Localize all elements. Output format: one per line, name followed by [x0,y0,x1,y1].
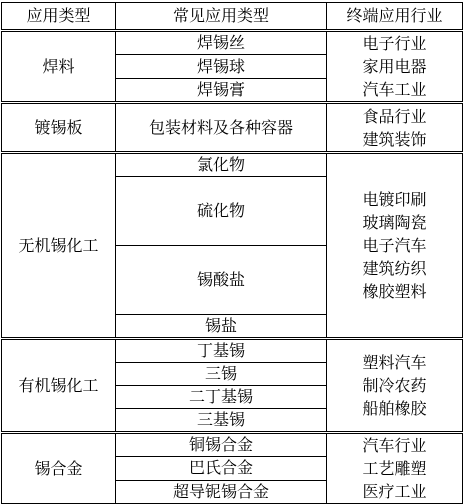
item-cell: 铜锡合金 [116,433,327,457]
industry-line: 电镀印刷 [362,190,427,209]
industry-line: 工艺雕塑 [362,459,427,478]
item-cell: 焊锡膏 [116,79,327,103]
category-cell: 有机锡化工 [2,339,116,433]
item-cell: 焊锡球 [116,55,327,79]
industry-line: 船舶橡胶 [362,399,427,418]
item-cell: 二丁基锡 [116,386,327,409]
industry-line: 建筑纺织 [362,259,427,278]
industry-cell [327,153,463,339]
item-cell: 锡酸盐 [116,246,327,315]
industry-line: 建筑装饰 [362,129,427,149]
industry-line: 橡胶塑料 [362,282,427,301]
industry-cell [327,31,463,103]
industry-line: 制冷农药 [362,376,427,395]
table-row [2,103,463,153]
item-cell: 三基锡 [116,409,327,433]
category-cell: 焊料 [2,31,116,103]
table-row [2,153,463,177]
table-row [2,31,463,55]
item-cell: 硫化物 [116,177,327,246]
header-row [2,3,463,31]
category-cell: 无机锡化工 [2,153,116,339]
item-cell: 三锡 [116,363,327,386]
industry-line: 汽车行业 [362,436,427,455]
item-cell: 氯化物 [116,153,327,177]
industry-line: 医疗工业 [362,482,427,501]
category-cell: 锡合金 [2,433,116,504]
header-cell-category: 应用类型 [2,3,116,31]
item-cell: 焊锡丝 [116,31,327,55]
industry-line: 玻璃陶瓷 [362,213,427,232]
industry-cell [327,103,463,153]
header-cell-industry: 终端应用行业 [327,3,463,31]
application-table-wrapper [1,2,463,504]
industry-line: 电子汽车 [362,236,427,255]
header-cell-common-type: 常见应用类型 [116,3,327,31]
industry-line: 电子行业 [362,34,427,53]
table-row [2,433,463,457]
tin-application-table [1,2,463,504]
table-row [2,339,463,363]
item-cell: 锡盐 [116,315,327,339]
item-cell: 巴氏合金 [116,457,327,480]
item-cell: 丁基锡 [116,339,327,363]
industry-cell [327,339,463,433]
item-cell: 包装材料及各种容器 [116,103,327,153]
industry-line: 食品行业 [362,106,427,126]
industry-line: 家用电器 [362,57,427,76]
industry-line: 汽车工业 [362,80,427,99]
industry-line: 塑料汽车 [362,353,427,372]
category-cell: 镀锡板 [2,103,116,153]
industry-cell [327,433,463,504]
item-cell: 超导铌锡合金 [116,480,327,503]
